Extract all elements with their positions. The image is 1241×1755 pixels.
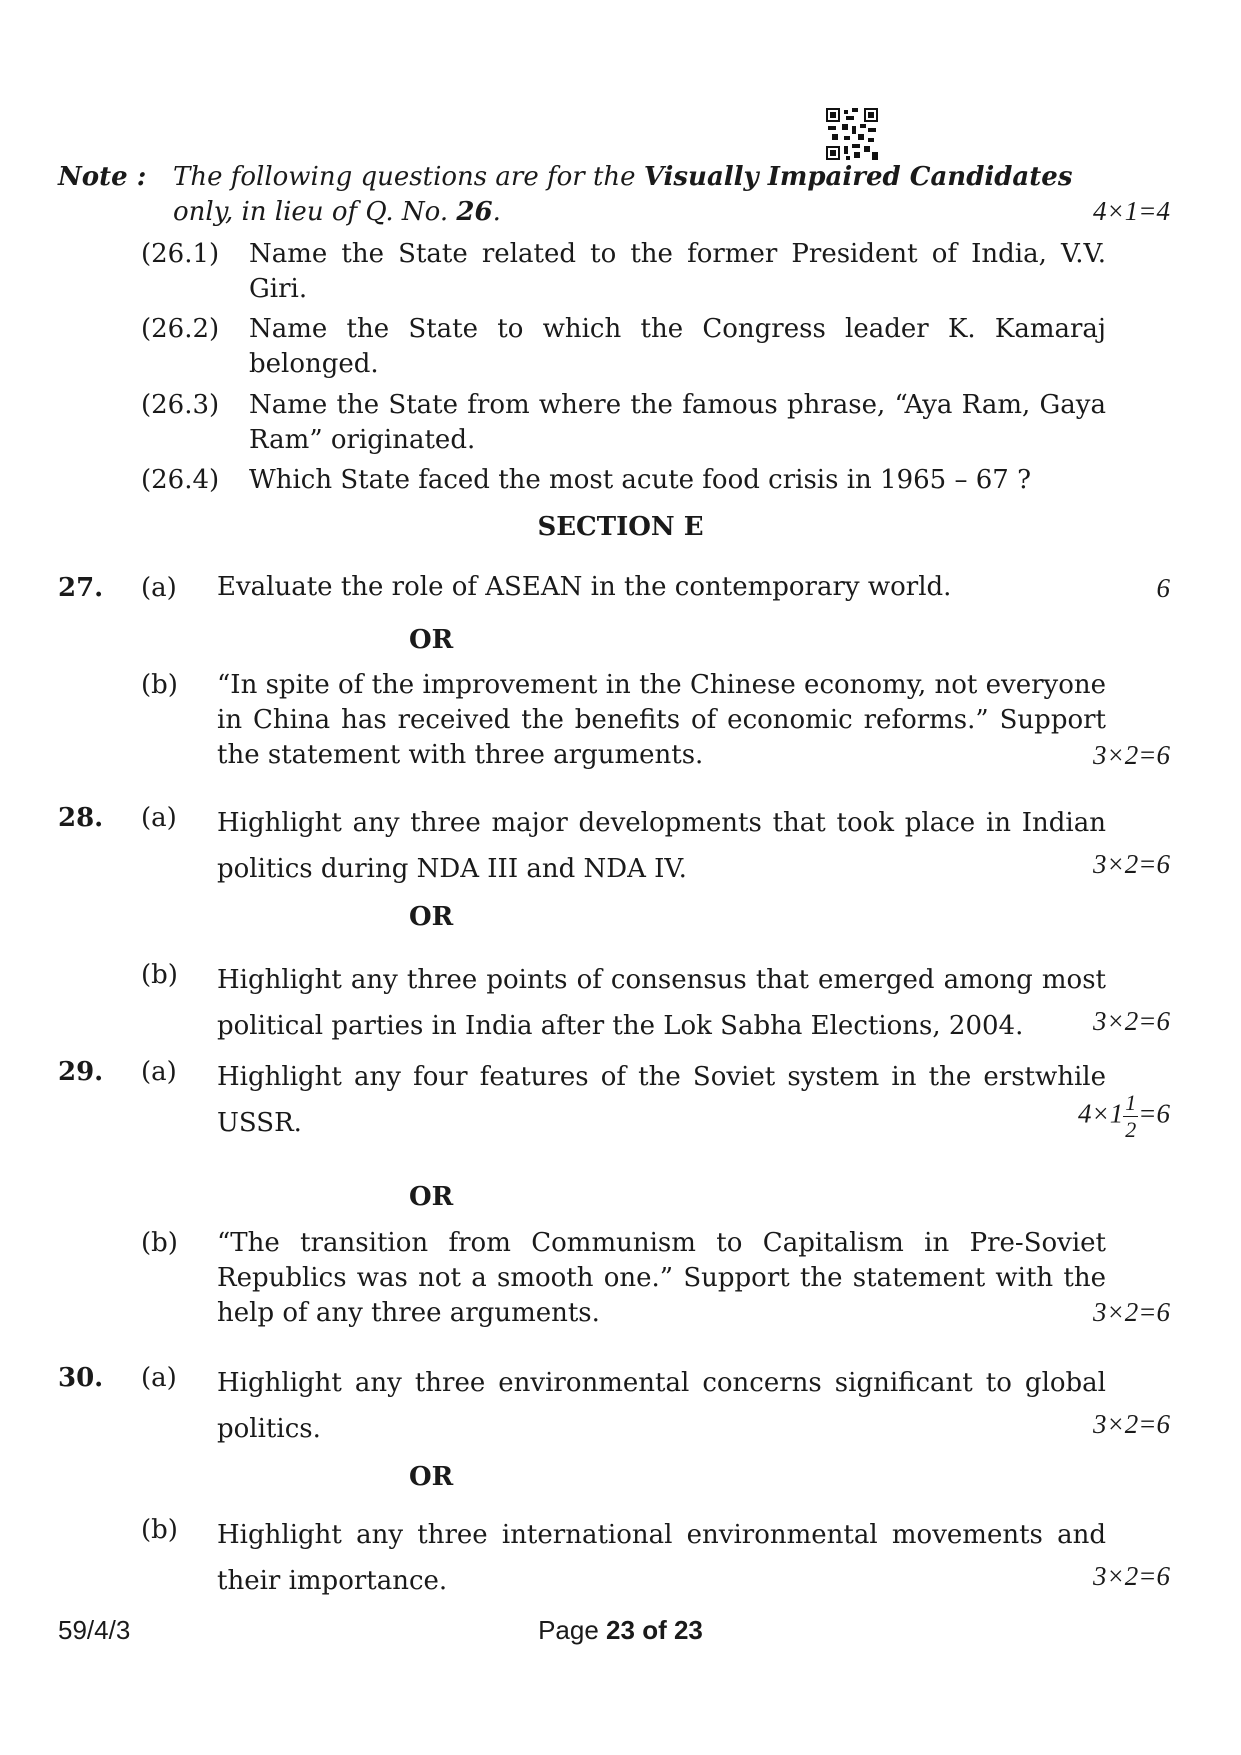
part-label: (a) bbox=[141, 803, 177, 833]
subq-text: Name the State to which the Congress leader K. Kamaraj belonged. bbox=[249, 314, 1106, 379]
question-text: Highlight any three points of consensus that emerged among most political parties in India after the Lok Sabha Elections, 2004. bbox=[217, 965, 1106, 1041]
subq-number: (26.2) bbox=[141, 314, 220, 344]
subq-text: Which State faced the most acute food crisis in 1965 – 67 ? bbox=[249, 465, 1032, 495]
question-text: Highlight any four features of the Soviet system in the erstwhile USSR. bbox=[217, 1062, 1106, 1138]
subq-text: Name the State related to the former President of India, V.V. Giri. bbox=[249, 239, 1106, 304]
question-text: Evaluate the role of ASEAN in the contemporary world. bbox=[217, 572, 952, 602]
question-number: 27. bbox=[58, 573, 104, 603]
note-text-line1: The following questions are for the Visually Impaired Candidates bbox=[173, 162, 1073, 192]
marks: 3×2=6 bbox=[1093, 1561, 1170, 1591]
or-separator: OR bbox=[409, 1182, 454, 1212]
or-separator: OR bbox=[409, 902, 454, 932]
marks: 6 bbox=[1156, 573, 1170, 603]
or-separator: OR bbox=[409, 1462, 454, 1492]
paper-code: 59/4/3 bbox=[58, 1615, 131, 1645]
subq-number: (26.1) bbox=[141, 239, 220, 269]
question-text: Highlight any three major developments that took place in Indian politics during NDA III and NDA IV. bbox=[217, 808, 1106, 884]
note-text-line2: only, in lieu of Q. No. 26. bbox=[173, 197, 501, 227]
note-marks: 4×1=4 bbox=[1093, 196, 1170, 226]
subq-number: (26.3) bbox=[141, 390, 220, 420]
subq-number: (26.4) bbox=[141, 465, 220, 495]
question-text: Highlight any three international environmental movements and their importance. bbox=[217, 1520, 1106, 1596]
part-label: (a) bbox=[141, 1363, 177, 1393]
subq-text: Name the State from where the famous phrase, “Aya Ram, Gaya Ram” originated. bbox=[249, 390, 1106, 455]
note-label: Note : bbox=[58, 162, 147, 192]
marks: 3×2=6 bbox=[1093, 1297, 1170, 1327]
section-heading: SECTION E bbox=[537, 512, 704, 542]
marks: 3×2=6 bbox=[1093, 849, 1170, 879]
part-label: (b) bbox=[141, 1515, 178, 1545]
marks: 3×2=6 bbox=[1093, 1409, 1170, 1439]
page-number: Page 23 of 23 bbox=[538, 1615, 703, 1645]
marks: 3×2=6 bbox=[1093, 740, 1170, 770]
part-label: (b) bbox=[141, 960, 178, 990]
marks: 3×2=6 bbox=[1093, 1006, 1170, 1036]
question-text: “In spite of the improvement in the Chinese economy, not everyone in China has received the benefits of economic reforms.” Support the statement with three arguments. bbox=[217, 670, 1106, 770]
question-text: “The transition from Communism to Capitalism in Pre-Soviet Republics was not a smooth one.” Support the statement with the help of any three arguments. bbox=[217, 1228, 1106, 1328]
question-number: 30. bbox=[58, 1363, 104, 1393]
or-separator: OR bbox=[409, 625, 454, 655]
part-label: (b) bbox=[141, 1228, 178, 1258]
marks-fraction: 4×1 $\frac{1}{2}$ =6 bbox=[1078, 1090, 1170, 1142]
qr-code bbox=[826, 108, 878, 160]
part-label: (b) bbox=[141, 670, 178, 700]
question-number: 29. bbox=[58, 1057, 104, 1087]
question-text: Highlight any three environmental concerns significant to global politics. bbox=[217, 1368, 1106, 1444]
part-label: (a) bbox=[141, 1057, 177, 1087]
part-label: (a) bbox=[141, 573, 177, 603]
question-number: 28. bbox=[58, 803, 104, 833]
